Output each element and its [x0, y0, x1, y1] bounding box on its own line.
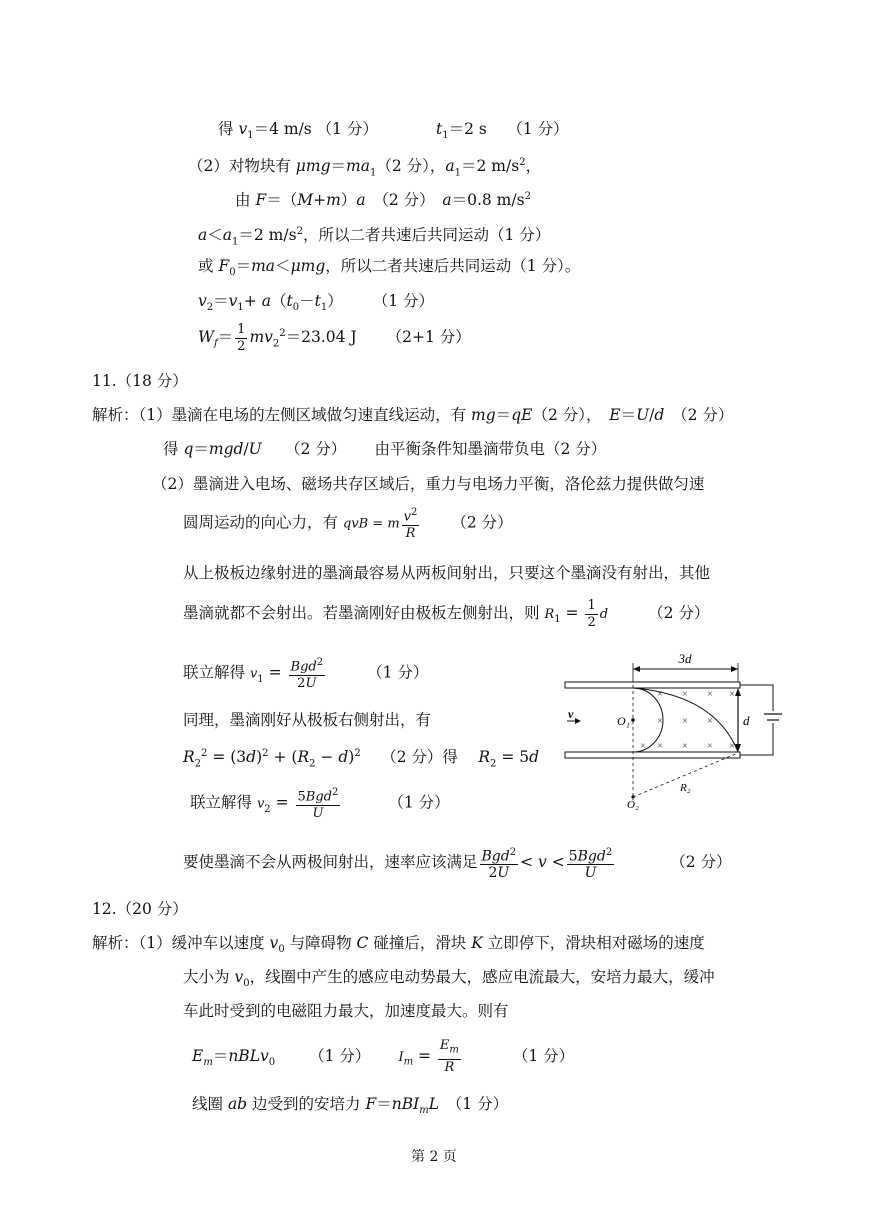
velocity-label: v: [568, 707, 574, 721]
line-work: $W_f=$ $\frac{1}{2}$ $mv_2^2=23.04$ J （2+1 分）: [198, 321, 471, 354]
line-p12-part1: 解析：（1）缓冲车以速度 $v_0$ 与障碍物 C 碰撞后，滑块 K 立即停下，滑块相对磁场的速度: [92, 934, 705, 956]
lower-plate: [565, 752, 740, 758]
line-p12-emf: 大小为 $v_0$，线圈中产生的感应电动势最大，感应电流最大，安培力最大，缓冲: [183, 968, 715, 990]
page-number: 第 2 页: [411, 1149, 457, 1165]
center-o1-dot: [631, 718, 635, 722]
line-p12-em-im: $E_m=nBLv_0$ （1 分） $I_m$ = $\frac{E_m}{R}$ （1 分）: [192, 1038, 575, 1075]
line-p11-edge: 从上极板边缘射进的墨滴最容易从两板间射出，只要这个墨滴没有射出，其他: [183, 564, 711, 582]
cross: ×: [657, 716, 663, 727]
cross: ×: [729, 689, 735, 700]
cross: ×: [682, 716, 688, 727]
problem-12-header: 12.（20 分）: [92, 900, 188, 918]
line-p11-r1: 墨滴就都不会射出。若墨滴刚好由极板左侧射出，则 $R_1$ = $\frac{1}{2}$ d （2 分）: [183, 597, 710, 630]
cross: ×: [707, 741, 713, 752]
line-p11-centripetal: 圆周运动的向心力，有 qvB = m $\frac{v^2}{R}$ （2 分）: [183, 507, 513, 542]
radius-r2-label: R₂: [680, 782, 691, 794]
line-p11-v1: 联立解得 $v_1$ = Bgd$^2$ 2U （1 分）: [183, 657, 429, 692]
upper-plate: [565, 682, 740, 688]
line-p11-part2: （2）墨滴进入电场、磁场共存区域后，重力与电场力平衡，洛伦兹力提供做匀速: [152, 475, 705, 493]
cross: ×: [682, 741, 688, 752]
line-p11-part1: 解析：（1）墨滴在电场的左侧区域做匀速直线运动，有 mg＝qE（2 分）， E＝U/d （2 分）: [92, 406, 734, 424]
line-p12-force: 线圈 ab 边受到的安培力 F＝nBI$_m$L （1 分）: [192, 1095, 509, 1117]
line-v2: $v_2=v_1+ a(t_0-t_1)$ （1 分）: [198, 292, 435, 314]
cross: ×: [682, 689, 688, 700]
line-p11-r2: $R_2^2 = (3d)^2 + (R_2 - d)^2$ （2 分）得 $R_2 = 5d$: [183, 748, 540, 770]
cross: ×: [657, 741, 663, 752]
line-p12-resistance: 车此时受到的电磁阻力最大，加速度最大。则有: [183, 1002, 509, 1020]
cross: ×: [657, 689, 663, 700]
cross: ×: [640, 741, 646, 752]
line-v1-t1: 得 $v_1=4$ m/s （1 分） $t_1=2$ s （1 分）: [218, 120, 569, 142]
line-p11-range: 要使墨滴不会从两极间射出，速率应该满足 Bgd$^2$ 2U < v < 5Bgd$^2$ U （2 分）: [183, 846, 732, 882]
cross: ×: [707, 716, 713, 727]
center-o2-label: O₂: [627, 799, 639, 811]
line-p11-right: 同理，墨滴刚好从极板右侧射出，有: [183, 711, 432, 729]
velocity-arrowhead: [575, 718, 581, 724]
line-block-force: （2）对物块有 $\mu mg=ma_1(2$ 分），$a_1=2$ $m/s^2$，: [188, 157, 542, 179]
cross: ×: [729, 741, 735, 752]
wire-top: [740, 685, 773, 711]
gap-label: d: [743, 713, 750, 728]
center-o1-label: O₁: [617, 714, 630, 728]
line-compare-a: $a<a_1=2$ $m/s^2$，所以二者共速后共同运动（1 分）: [198, 226, 551, 248]
problem-11-header: 11.（18 分）: [92, 372, 188, 390]
width-label: 3d: [678, 651, 692, 666]
line-compare-f: 或 $F_0=ma<\mu mg$，所以二者共速后共同运动（1 分）。: [198, 257, 581, 279]
cross: ×: [707, 689, 713, 700]
line-total-force: 由 F＝（M+m）a （2 分） a＝0.8 $m/s^2$: [235, 191, 531, 210]
line-p11-v2: 联立解得 $v_2$ = 5Bgd$^2$ U （1 分）: [190, 787, 450, 822]
field-diagram: [555, 645, 795, 820]
line-p11-q: 得 q＝mgd/U （2 分） 由平衡条件知墨滴带负电（2 分）: [163, 440, 607, 458]
